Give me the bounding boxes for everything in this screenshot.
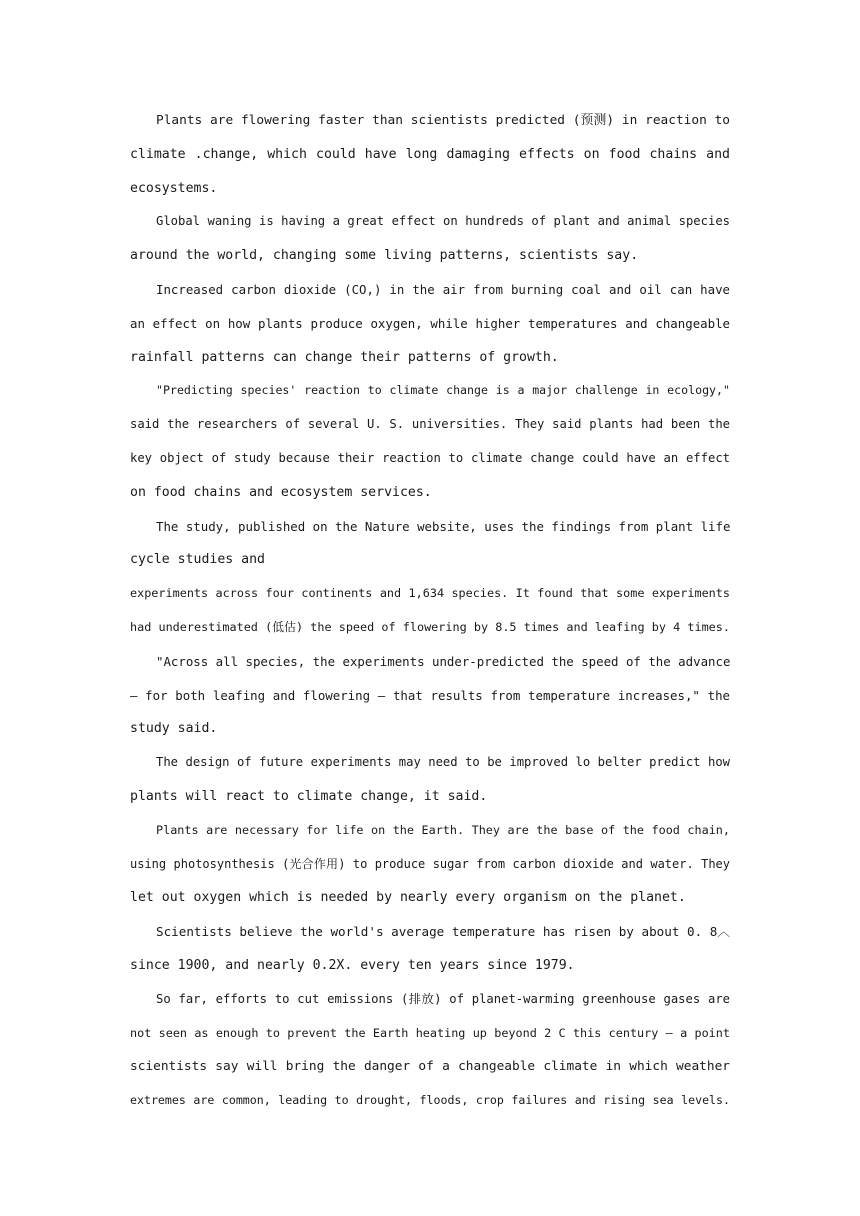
text-line: The study, published on the Nature website, uses the findings from plant life bbox=[156, 518, 730, 534]
text-line: an effect on how plants produce oxygen, while higher temperatures and changeable bbox=[130, 315, 730, 331]
text-line: The design of future experiments may need to be improved lo belter predict how bbox=[156, 755, 730, 770]
text-line: Global waning is having a great effect on hundreds of plant and animal species bbox=[156, 214, 730, 229]
text-line: "Predicting species' reaction to climate change is a major challenge in ecology," bbox=[156, 383, 730, 398]
text-line: experiments across four continents and 1,634 species. It found that some experiments bbox=[130, 586, 730, 601]
text-line: scientists say will bring the danger of a changeable climate in which weather bbox=[130, 1059, 730, 1075]
text-line: "Across all species, the experiments under-predicted the speed of the advance bbox=[156, 653, 730, 669]
text-line: around the world, changing some living patterns, scientists say. bbox=[130, 248, 639, 264]
text-line: key object of study because their reaction to climate change could have an effect bbox=[130, 450, 730, 465]
text-line: using photosynthesis (光合作用) to produce sugar from carbon dioxide and water. They bbox=[130, 856, 730, 871]
text-line: Scientists believe the world's average temperature has risen by about 0. 8︿ bbox=[156, 924, 730, 940]
text-line: Plants are necessary for life on the Earth. They are the base of the food chain, bbox=[156, 822, 730, 837]
text-line: Increased carbon dioxide (CO,) in the air from burning coal and oil can have bbox=[156, 281, 730, 297]
text-line: said the researchers of several U. S. universities. They said plants had been the bbox=[130, 417, 730, 432]
text-line: not seen as enough to prevent the Earth heating up beyond 2 C this century — a point bbox=[130, 1025, 730, 1040]
text-line: rainfall patterns can change their patterns of growth. bbox=[130, 349, 559, 365]
text-line: — for both leafing and flowering — that results from temperature increases," the bbox=[130, 687, 730, 703]
text-line: Plants are flowering faster than scientists predicted (预测) in reaction to bbox=[156, 113, 730, 128]
text-line: let out oxygen which is needed by nearly every organism on the planet. bbox=[130, 890, 686, 906]
text-line: So far, efforts to cut emissions (排放) of planet-warming greenhouse gases are bbox=[156, 991, 730, 1006]
document-body bbox=[130, 104, 730, 1118]
text-line: plants will react to climate change, it said. bbox=[130, 788, 488, 804]
text-line: extremes are common, leading to drought, floods, crop failures and rising sea levels. bbox=[130, 1093, 730, 1108]
text-line: ecosystems. bbox=[130, 180, 218, 196]
text-line: study said. bbox=[130, 721, 218, 737]
text-line: cycle studies and bbox=[130, 552, 265, 568]
text-line: since 1900, and nearly 0.2X. every ten years since 1979. bbox=[130, 957, 575, 973]
text-line: on food chains and ecosystem services. bbox=[130, 484, 432, 500]
text-line: had underestimated (低估) the speed of flowering by 8.5 times and leafing by 4 times. bbox=[130, 619, 730, 634]
text-line: climate .change, which could have long damaging effects on food chains and bbox=[130, 146, 730, 162]
